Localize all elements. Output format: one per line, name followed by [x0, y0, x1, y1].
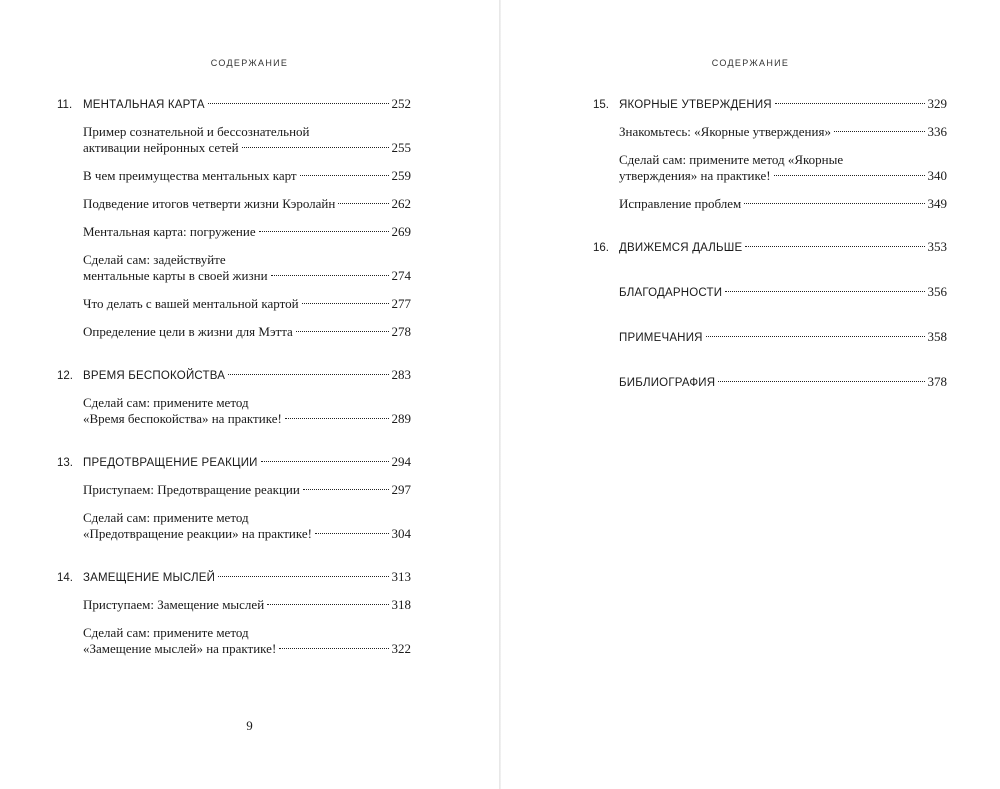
page-number: 297 — [391, 482, 411, 497]
backmatter-entry — [593, 374, 947, 390]
dot-leader — [242, 147, 389, 148]
running-head: СОДЕРЖАНИЕ — [210, 58, 289, 68]
section-title-line: Сделай сам: примените метод — [83, 625, 249, 640]
section-title-line: Сделай сам: примените метод — [83, 510, 249, 525]
section-title: утверждения» на практике! — [619, 168, 771, 183]
chapter-entry — [57, 367, 411, 427]
section-entry[interactable] — [593, 152, 947, 184]
dot-leader — [718, 381, 924, 382]
page-number: 289 — [391, 411, 411, 426]
dot-leader — [315, 533, 389, 534]
chapter-entry — [57, 96, 411, 340]
chapter-heading[interactable] — [57, 96, 411, 112]
chapter-number: 13. — [57, 457, 73, 469]
page-number: 329 — [927, 96, 947, 111]
page-number: 283 — [391, 367, 411, 382]
page-number: 259 — [391, 168, 411, 183]
page-number: 378 — [927, 374, 947, 389]
dot-leader — [296, 331, 389, 332]
section-entry[interactable] — [57, 224, 411, 240]
page-number: 313 — [391, 569, 411, 584]
dot-leader — [774, 175, 925, 176]
dot-leader — [300, 175, 389, 176]
section-title: Ментальная карта: погружение — [83, 224, 256, 239]
page-number: 304 — [391, 526, 411, 541]
bibliography-heading[interactable] — [593, 374, 947, 390]
dot-leader — [744, 203, 924, 204]
section-entry[interactable] — [57, 196, 411, 212]
dot-leader — [775, 103, 925, 104]
dot-leader — [302, 303, 389, 304]
dot-leader — [259, 231, 389, 232]
chapter-number: 12. — [57, 370, 73, 382]
chapter-heading[interactable] — [57, 367, 411, 383]
chapter-heading[interactable] — [593, 96, 947, 112]
page-number: 356 — [927, 284, 947, 299]
section-title: Подведение итогов четверти жизни Кэролайн — [83, 196, 336, 211]
dot-leader — [725, 291, 924, 292]
backmatter-entry — [593, 284, 947, 300]
section-entry[interactable] — [57, 124, 411, 156]
section-entry[interactable] — [57, 296, 411, 312]
page-number: 252 — [391, 96, 411, 111]
chapter-heading[interactable] — [593, 239, 947, 255]
dot-leader — [706, 336, 925, 337]
page-number: 358 — [927, 329, 947, 344]
chapter-title: ЯКОРНЫЕ УТВЕРЖДЕНИЯ — [619, 99, 772, 111]
chapter-entry — [593, 96, 947, 212]
section-title: Приступаем: Предотвращение реакции — [83, 482, 300, 497]
dot-leader — [261, 461, 389, 462]
section-title: Определение цели в жизни для Мэтта — [83, 324, 293, 339]
chapter-title: ДВИЖЕМСЯ ДАЛЬШЕ — [619, 242, 743, 254]
dot-leader — [285, 418, 389, 419]
section-entry[interactable] — [57, 625, 411, 657]
page-number: 294 — [391, 454, 411, 469]
page-number: 318 — [391, 597, 411, 612]
page-folio: 9 — [246, 718, 253, 733]
right-page — [501, 0, 1000, 789]
page-number: 322 — [391, 641, 411, 656]
page-number: 255 — [391, 140, 411, 155]
section-title: В чем преимущества ментальных карт — [83, 168, 297, 183]
page-number: 336 — [927, 124, 947, 139]
chapter-title: МЕНТАЛЬНАЯ КАРТА — [83, 99, 205, 111]
section-entry[interactable] — [57, 324, 411, 340]
chapter-entry — [57, 569, 411, 657]
dot-leader — [208, 103, 389, 104]
notes-heading[interactable] — [593, 329, 947, 345]
backmatter-entry — [593, 329, 947, 345]
dot-leader — [745, 246, 924, 247]
section-title: Приступаем: Замещение мыслей — [83, 597, 265, 612]
section-title: Что делать с вашей ментальной картой — [83, 296, 299, 311]
section-entry[interactable] — [593, 124, 947, 140]
chapter-entry — [593, 239, 947, 255]
table-of-contents — [593, 96, 947, 419]
section-title: «Замещение мыслей» на практике! — [83, 641, 277, 656]
dot-leader — [228, 374, 388, 375]
page-number: 340 — [927, 168, 947, 183]
page-number: 349 — [927, 196, 947, 211]
section-title-line: Сделай сам: примените метод «Якорные — [619, 152, 844, 167]
section-entry[interactable] — [57, 482, 411, 498]
section-entry[interactable] — [57, 510, 411, 542]
chapter-title: ВРЕМЯ БЕСПОКОЙСТВА — [83, 370, 226, 382]
left-page — [0, 0, 499, 789]
chapter-title: ПРЕДОТВРАЩЕНИЕ РЕАКЦИИ — [83, 457, 258, 469]
section-entry[interactable] — [57, 395, 411, 427]
section-title: «Предотвращение реакции» на практике! — [83, 526, 312, 541]
section-title-line: Сделай сам: примените метод — [83, 395, 249, 410]
section-entry[interactable] — [57, 168, 411, 184]
chapter-heading[interactable] — [57, 569, 411, 585]
chapter-entry — [57, 454, 411, 542]
section-title-line: Сделай сам: задействуйте — [83, 252, 226, 267]
section-title: ментальные карты в своей жизни — [83, 268, 268, 283]
section-entry[interactable] — [57, 597, 411, 613]
chapter-heading[interactable] — [57, 454, 411, 470]
chapter-title: БИБЛИОГРАФИЯ — [619, 377, 716, 389]
chapter-number: 14. — [57, 572, 73, 584]
section-title: Знакомьтесь: «Якорные утверждения» — [619, 124, 831, 139]
dot-leader — [279, 648, 388, 649]
dot-leader — [218, 576, 388, 577]
dot-leader — [303, 489, 389, 490]
dot-leader — [338, 203, 388, 204]
page-number: 269 — [391, 224, 411, 239]
page-number: 278 — [391, 324, 411, 339]
running-head: СОДЕРЖАНИЕ — [711, 58, 790, 68]
dot-leader — [267, 604, 388, 605]
chapter-number: 11. — [57, 99, 73, 111]
section-entry[interactable] — [57, 252, 411, 284]
section-title-line: Пример сознательной и бессознательной — [83, 124, 310, 139]
acknowledgements-heading[interactable] — [593, 284, 947, 300]
section-title: активации нейронных сетей — [83, 140, 239, 155]
chapter-title: ПРИМЕЧАНИЯ — [619, 332, 703, 344]
chapter-number: 16. — [593, 242, 609, 254]
page-number: 274 — [391, 268, 411, 283]
dot-leader — [834, 131, 925, 132]
table-of-contents — [57, 96, 411, 684]
section-entry[interactable] — [593, 196, 947, 212]
page-number: 262 — [391, 196, 411, 211]
page-number: 277 — [391, 296, 411, 311]
section-title: Исправление проблем — [619, 196, 742, 211]
page-number: 353 — [927, 239, 947, 254]
section-title: «Время беспокойства» на практике! — [83, 411, 282, 426]
chapter-number: 15. — [593, 99, 609, 111]
chapter-title: БЛАГОДАРНОСТИ — [619, 287, 723, 299]
chapter-title: ЗАМЕЩЕНИЕ МЫСЛЕЙ — [83, 572, 216, 584]
dot-leader — [271, 275, 389, 276]
